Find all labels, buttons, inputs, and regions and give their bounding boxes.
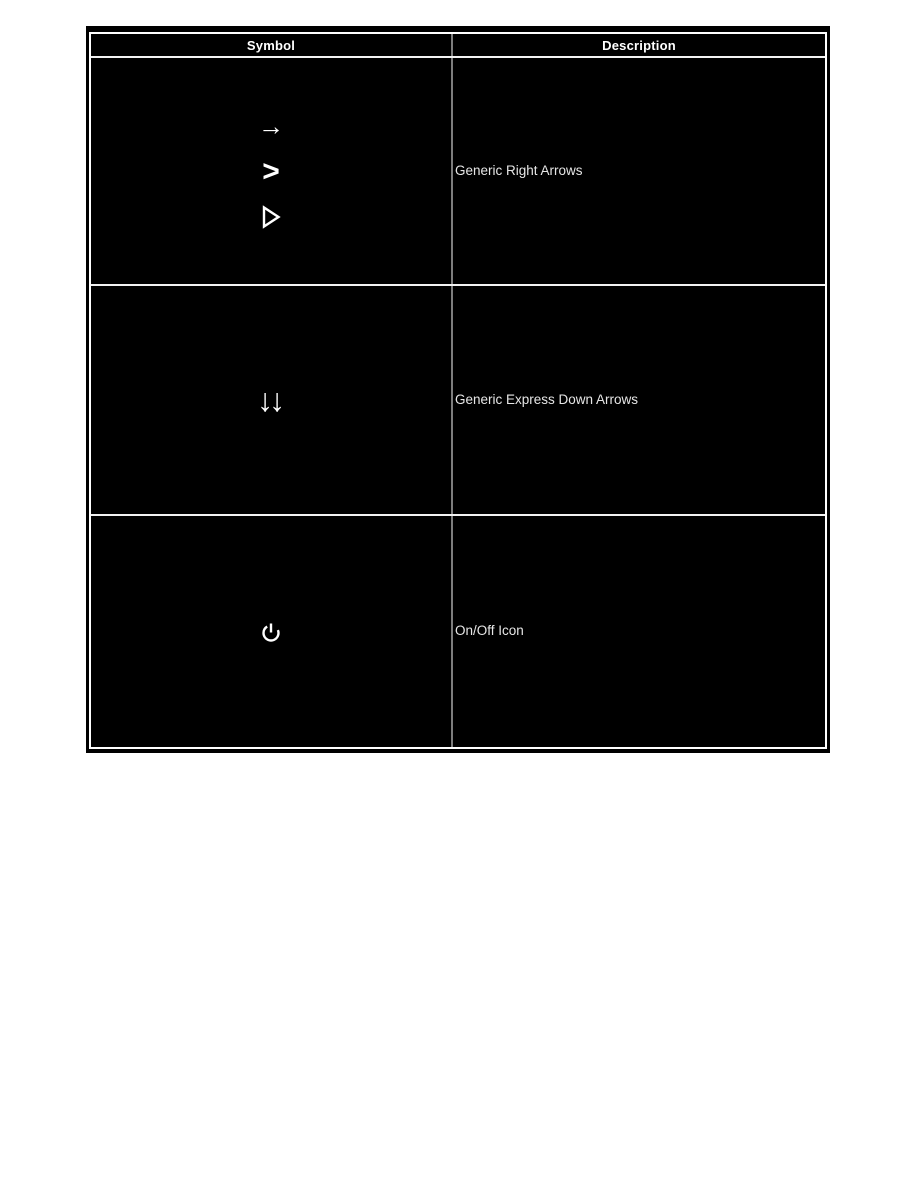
- table-row: [91, 286, 825, 514]
- description-text: On/Off Icon: [455, 623, 524, 639]
- description-text: Generic Express Down Arrows: [455, 391, 639, 407]
- symbol-cell: [91, 516, 451, 747]
- right-triangle-icon: [261, 205, 281, 229]
- description-column-header: Description: [602, 37, 676, 53]
- power-icon: [259, 620, 283, 644]
- table-inner-frame: [89, 32, 827, 749]
- symbol-stack: [258, 113, 284, 229]
- symbol-cell: [91, 286, 451, 514]
- right-arrow-icon: →: [258, 111, 284, 141]
- symbol-cell: [91, 58, 451, 284]
- table-header-row: [91, 34, 825, 56]
- description-text: Generic Right Arrows: [455, 162, 583, 178]
- header-cell-symbol: [91, 34, 451, 56]
- description-cell: [453, 286, 825, 514]
- description-cell: [453, 516, 825, 747]
- greater-than-icon: >: [262, 155, 280, 188]
- symbol-description-table: [86, 26, 830, 753]
- symbol-column-header: Symbol: [246, 37, 296, 53]
- header-cell-description: [453, 34, 825, 56]
- express-down-arrows-icon: ↓↓: [257, 382, 281, 418]
- description-cell: [453, 58, 825, 284]
- table-row: [91, 58, 825, 284]
- table-row: [91, 516, 825, 747]
